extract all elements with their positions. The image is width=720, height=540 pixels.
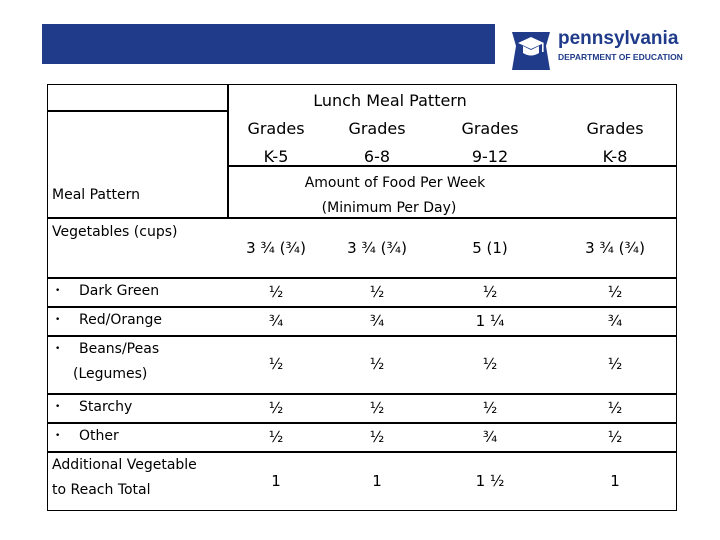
pa-education-logo: [508, 28, 698, 74]
grade-header-6-8-line1: Grades: [348, 119, 406, 138]
cell-red-orange-k5: ¾: [268, 312, 284, 330]
cell-additional-k5: 1: [271, 472, 281, 490]
label-column-top-border: [47, 217, 228, 219]
row-divider-1: [47, 277, 677, 279]
row-divider-6: [47, 451, 677, 453]
cell-beans-peas-k8: ½: [607, 355, 623, 373]
cell-starchy-6-8: ½: [369, 399, 385, 417]
row-divider-5: [47, 422, 677, 424]
grade-header-9-12-line2: 9-12: [471, 147, 509, 166]
row-divider-3: [47, 335, 677, 337]
grade-header-k8-line2: K-8: [602, 147, 628, 166]
row-label-starchy: Starchy: [79, 399, 133, 415]
amount-per-week-label: Amount of Food Per Week: [304, 175, 486, 191]
grade-header-k5-line1: Grades: [247, 119, 305, 138]
bullet-red-orange: •: [55, 315, 61, 325]
grade-header-k5-line2: K-5: [263, 147, 289, 166]
cell-additional-k8: 1: [610, 472, 620, 490]
cell-other-6-8: ½: [369, 428, 385, 446]
row-label-beans-peas: Beans/Peas: [79, 341, 160, 357]
cell-vegetables-k8: 3 ¾ (¾): [585, 239, 645, 257]
cell-additional-6-8: 1: [372, 472, 382, 490]
row-label-dark-green: Dark Green: [79, 283, 160, 299]
keystone-mortarboard-icon: [508, 28, 554, 74]
grade-header-6-8-line2: 6-8: [363, 147, 391, 166]
cell-vegetables-9-12: 5 (1): [472, 239, 508, 257]
bullet-beans-peas: •: [55, 344, 61, 354]
cell-vegetables-k5: 3 ¾ (¾): [246, 239, 306, 257]
header-banner: [42, 24, 495, 64]
cell-red-orange-9-12: 1 ¼: [475, 312, 505, 330]
cell-starchy-k5: ½: [268, 399, 284, 417]
cell-other-9-12: ¾: [482, 428, 498, 446]
grade-header-9-12-line1: Grades: [461, 119, 519, 138]
meal-pattern-label: Meal Pattern: [52, 187, 140, 203]
row-label-red-orange: Red/Orange: [79, 312, 163, 328]
logo-wordmark: pennsylvania: [558, 28, 679, 49]
row-divider-2: [47, 306, 677, 308]
cell-dark-green-6-8: ½: [369, 283, 385, 301]
cell-beans-peas-9-12: ½: [482, 355, 498, 373]
row-label-other: Other: [79, 428, 119, 444]
minimum-per-day-label: (Minimum Per Day): [321, 200, 457, 216]
cell-vegetables-6-8: 3 ¾ (¾): [347, 239, 407, 257]
row-label-legumes: (Legumes): [73, 366, 148, 382]
bullet-dark-green: •: [55, 286, 61, 296]
cell-beans-peas-k5: ½: [268, 355, 284, 373]
table-title: Lunch Meal Pattern: [313, 91, 467, 110]
header-divider-vertical: [227, 84, 229, 218]
row-label-vegetables: Vegetables (cups): [52, 224, 178, 240]
cell-red-orange-6-8: ¾: [369, 312, 385, 330]
row-label-additional-vegetable: Additional Vegetable: [52, 457, 197, 473]
cell-dark-green-9-12: ½: [482, 283, 498, 301]
values-top-border: [227, 217, 677, 219]
cell-other-k8: ½: [607, 428, 623, 446]
row-label-to-reach-total: to Reach Total: [52, 482, 151, 498]
header-divider-horizontal: [47, 110, 227, 112]
cell-other-k5: ½: [268, 428, 284, 446]
bullet-starchy: •: [55, 402, 61, 412]
cell-dark-green-k8: ½: [607, 283, 623, 301]
bullet-other: •: [55, 431, 61, 441]
cell-red-orange-k8: ¾: [607, 312, 623, 330]
row-divider-4: [47, 393, 677, 395]
cell-dark-green-k5: ½: [268, 283, 284, 301]
cell-starchy-9-12: ½: [482, 399, 498, 417]
cell-beans-peas-6-8: ½: [369, 355, 385, 373]
cell-additional-9-12: 1 ½: [475, 472, 505, 490]
grade-header-k8-line1: Grades: [586, 119, 644, 138]
cell-starchy-k8: ½: [607, 399, 623, 417]
logo-subtitle: DEPARTMENT OF EDUCATION: [558, 52, 683, 62]
